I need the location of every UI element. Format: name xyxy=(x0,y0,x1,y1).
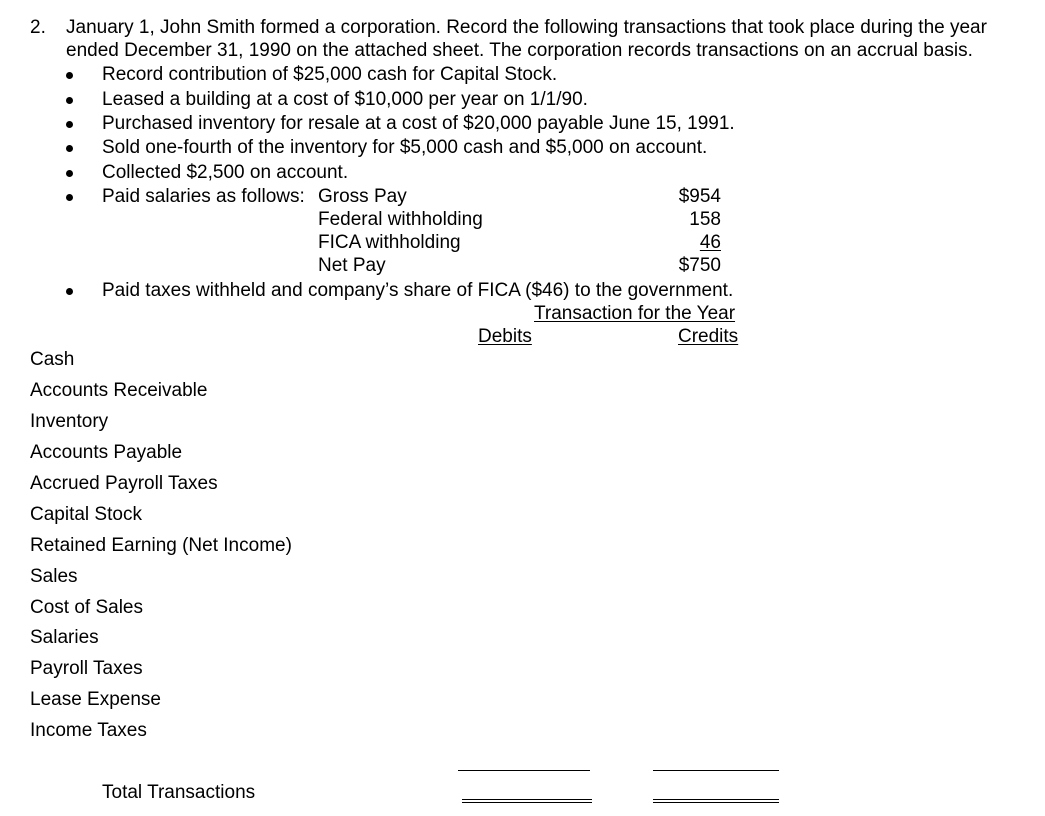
account-row: Cash xyxy=(30,349,75,370)
salary-amount xyxy=(640,232,721,254)
transaction-text: Record contribution of $25,000 cash for Capital Stock. xyxy=(102,64,558,85)
credits-subtotal-rule xyxy=(653,770,779,771)
debits-header: Debits xyxy=(478,326,532,347)
account-row: Payroll Taxes xyxy=(30,658,143,679)
account-row: Sales xyxy=(30,566,78,587)
credits-header: Credits xyxy=(678,326,739,347)
account-row: Accounts Payable xyxy=(30,442,183,463)
debits-subtotal-rule xyxy=(458,770,590,771)
bullet-icon xyxy=(66,97,73,104)
account-row: Capital Stock xyxy=(30,504,142,525)
account-row: Cost of Sales xyxy=(30,597,143,618)
salary-amount: $954 xyxy=(678,186,721,207)
transaction-text: Leased a building at a cost of $10,000 per year on 1/1/90. xyxy=(102,89,588,110)
transaction-text: Paid taxes withheld and company’s share of FICA ($46) to the government. xyxy=(102,280,734,301)
account-row: Lease Expense xyxy=(30,689,161,710)
debits-total-double-rule xyxy=(462,799,592,803)
salary-label: Net Pay xyxy=(318,255,386,276)
account-row: Retained Earning (Net Income) xyxy=(30,535,292,556)
account-row: Accounts Receivable xyxy=(30,380,208,401)
total-transactions-label: Total Transactions xyxy=(102,782,256,803)
account-row: Income Taxes xyxy=(30,720,147,741)
account-row: Inventory xyxy=(30,411,109,432)
bullet-icon xyxy=(66,170,73,177)
transaction-text: Purchased inventory for resale at a cost of $20,000 payable June 15, 1991. xyxy=(102,113,735,134)
transaction-text: Collected $2,500 on account. xyxy=(102,162,349,183)
salary-amount-value: 46 xyxy=(699,232,721,253)
salary-label: Federal withholding xyxy=(318,209,483,230)
account-row: Salaries xyxy=(30,627,99,648)
problem-number: 2. xyxy=(30,17,46,38)
transaction-text: Paid salaries as follows: xyxy=(102,186,305,207)
salary-amount: 158 xyxy=(689,209,721,230)
bullet-icon xyxy=(66,194,73,201)
account-row: Accrued Payroll Taxes xyxy=(30,473,218,494)
table-header: Transaction for the Year xyxy=(534,303,736,324)
bullet-icon xyxy=(66,288,73,295)
credits-total-double-rule xyxy=(653,799,779,803)
intro-line-2: ended December 31, 1990 on the attached sheet. The corporation records transactions on an accrual basis. xyxy=(66,40,973,61)
salary-label: FICA withholding xyxy=(318,232,461,253)
bullet-icon xyxy=(66,145,73,152)
salary-amount: $750 xyxy=(678,255,721,276)
bullet-icon xyxy=(66,72,73,79)
transaction-text: Sold one-fourth of the inventory for $5,000 cash and $5,000 on account. xyxy=(102,137,708,158)
salary-label: Gross Pay xyxy=(318,186,407,207)
intro-line-1: January 1, John Smith formed a corporation. Record the following transactions that took place during the year xyxy=(66,17,987,38)
bullet-icon xyxy=(66,121,73,128)
